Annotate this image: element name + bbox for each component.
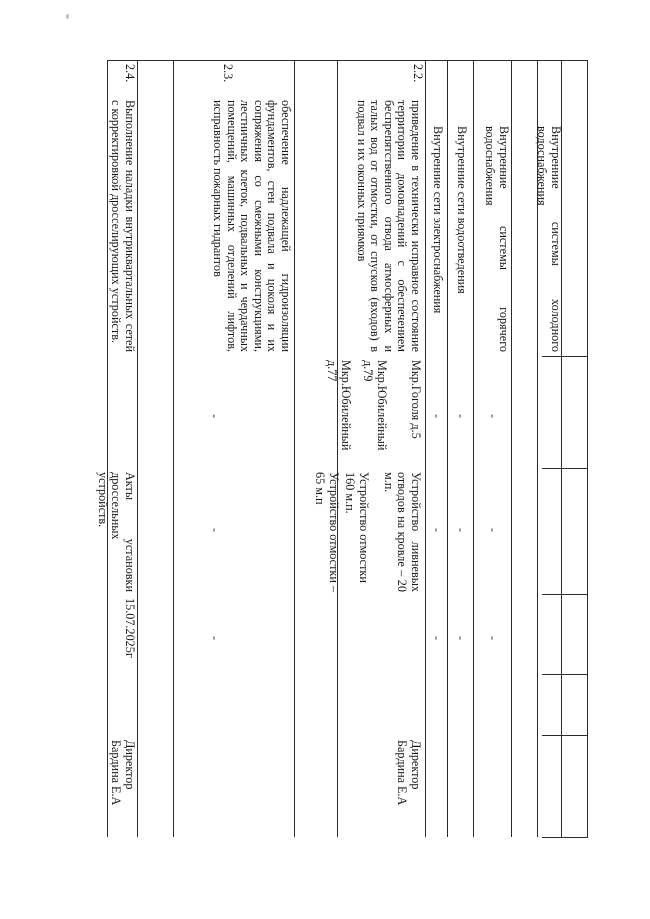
work-cell: Выполнение наладки внутриквартальных сетей с корректировкой дросселирующих устройств. xyxy=(109,100,137,352)
work-cell: Внутренние сети электроснабжения xyxy=(431,126,445,314)
work-cell: обеспечение надлежащей гидроизоляции фундаментов, стен подвала и цоколя и их сопряжения со смежными конструкциями, лестничных клеток, подвальных и чердачных помещений, машинных отделений лифтов, исправность пожарных гидрантов xyxy=(211,100,293,352)
row-number: 2.2. xyxy=(411,64,425,83)
address-cell: Мкр.Гоголя д.5 xyxy=(409,360,423,439)
address-cell: - xyxy=(486,414,500,418)
row-separator xyxy=(473,60,474,837)
address-cell: - xyxy=(454,414,468,418)
date-cell: - xyxy=(454,636,468,640)
work-cell: Внутренние сети водоотведения xyxy=(455,126,469,294)
row-separator xyxy=(137,60,138,837)
result-cell: Устройство ливневых отводов на кровле – 20 м.п. xyxy=(381,472,423,592)
work-cell: приведение в технически исправное состояние территории домовладений с обеспечением беспрепятственного отвода атмосферных и талых вод от отмостки, от спусков (входов) в подвал и их оконных приямков xyxy=(354,100,423,352)
address-cell: - xyxy=(208,414,222,418)
result-cell: Акты установки дроссельных устройств. xyxy=(95,472,137,592)
address-cell: Мкр.Юбилейный д.79 xyxy=(361,360,389,451)
date-cell: - xyxy=(430,636,444,640)
date-cell: - xyxy=(208,636,222,640)
row-number: 2.4. xyxy=(123,64,137,83)
address-cell: Мкр.Юбилейный д.77 xyxy=(325,360,353,451)
result-cell: Устройство отмостки – 65 м.п xyxy=(313,472,341,592)
responsible-cell: Директор Бардина Е.А xyxy=(109,740,137,806)
result-cell: - xyxy=(486,528,500,532)
table-rule xyxy=(542,837,588,838)
row-separator xyxy=(425,60,426,837)
address-cell: - xyxy=(430,414,444,418)
row-number: 2.3. xyxy=(221,64,235,83)
responsible-cell: Директор Бардина Е.А xyxy=(395,740,423,806)
result-cell: Устройство отмостки 160 м.п. xyxy=(343,472,371,583)
work-cell: Внутренние системы горячего водоснабжения xyxy=(483,126,511,352)
date-cell: - xyxy=(486,636,500,640)
result-cell: - xyxy=(454,528,468,532)
scan-speck xyxy=(66,14,69,19)
row-separator xyxy=(447,60,448,837)
row-separator xyxy=(511,60,512,837)
result-cell: - xyxy=(208,528,222,532)
result-cell: - xyxy=(430,528,444,532)
work-cell: Внутренние системы холодного водоснабжения xyxy=(535,126,563,352)
date-cell: 15.07.2025г xyxy=(123,598,137,658)
